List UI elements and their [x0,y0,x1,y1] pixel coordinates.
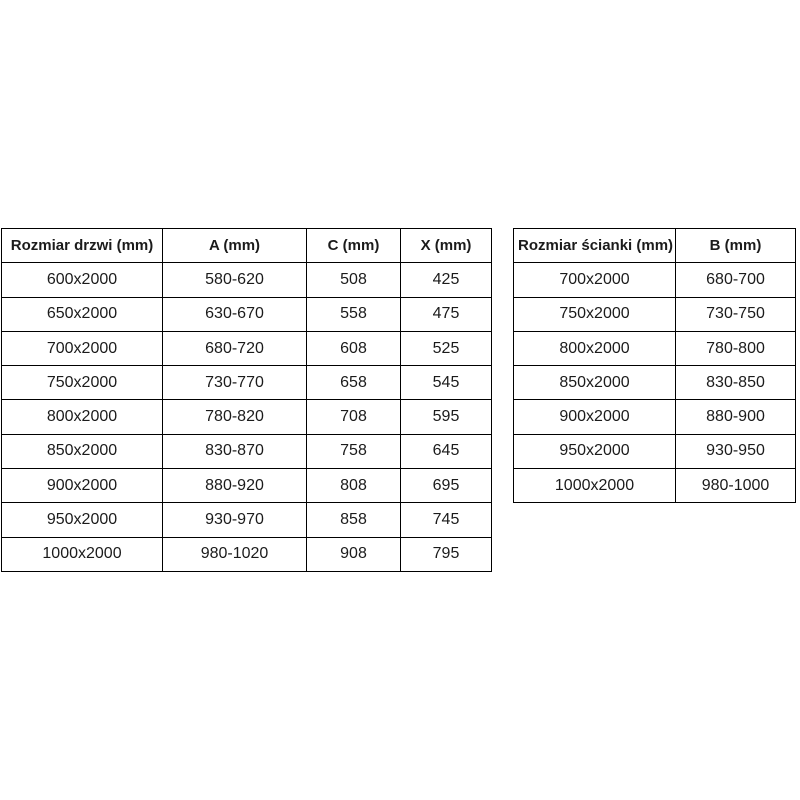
table-cell: 850x2000 [514,366,676,400]
table-cell: 980-1020 [163,537,307,571]
table-cell: 600x2000 [2,263,163,297]
table-cell: 980-1000 [676,469,796,503]
table-cell: 680-720 [163,331,307,365]
header-row [514,229,796,263]
table-cell: 780-800 [676,331,796,365]
table-cell: 708 [307,400,401,434]
table-cell: 930-970 [163,503,307,537]
table-row [2,297,492,331]
table-row [514,297,796,331]
table-cell: 645 [401,434,492,468]
table-row [2,503,492,537]
table-row [2,469,492,503]
table-cell: 830-870 [163,434,307,468]
table-cell: 830-850 [676,366,796,400]
table-cell: 750x2000 [514,297,676,331]
table-row [2,400,492,434]
table-cell: 950x2000 [514,434,676,468]
table-cell: 475 [401,297,492,331]
table-cell: 858 [307,503,401,537]
table-row [514,263,796,297]
table-cell: 808 [307,469,401,503]
table-cell: 900x2000 [2,469,163,503]
table-cell: 630-670 [163,297,307,331]
table-cell: 745 [401,503,492,537]
table-row [514,331,796,365]
table-cell: 950x2000 [2,503,163,537]
table-cell: 700x2000 [2,331,163,365]
table-cell: 558 [307,297,401,331]
table-cell: 525 [401,331,492,365]
table-cell: 608 [307,331,401,365]
table-cell: 700x2000 [514,263,676,297]
table-row [2,263,492,297]
table-cell: 730-770 [163,366,307,400]
table-cell: 425 [401,263,492,297]
table-row [514,400,796,434]
table-cell: 930-950 [676,434,796,468]
table-cell: 680-700 [676,263,796,297]
column-header: Rozmiar ścianki (mm) [514,229,676,263]
table-row [514,434,796,468]
column-header: A (mm) [163,229,307,263]
table-row [514,366,796,400]
column-header: Rozmiar drzwi (mm) [2,229,163,263]
table-cell: 758 [307,434,401,468]
table-row [2,434,492,468]
table-row [2,366,492,400]
table-cell: 850x2000 [2,434,163,468]
table-cell: 900x2000 [514,400,676,434]
table-cell: 1000x2000 [514,469,676,503]
header-row [2,229,492,263]
table-row [2,331,492,365]
table-cell: 695 [401,469,492,503]
table-cell: 750x2000 [2,366,163,400]
table-cell: 1000x2000 [2,537,163,571]
table-cell: 800x2000 [514,331,676,365]
column-header: C (mm) [307,229,401,263]
wall-panel-size-table [513,228,796,503]
table-cell: 595 [401,400,492,434]
table-cell: 908 [307,537,401,571]
table-cell: 658 [307,366,401,400]
table-cell: 580-620 [163,263,307,297]
column-header: X (mm) [401,229,492,263]
table-cell: 650x2000 [2,297,163,331]
table-cell: 545 [401,366,492,400]
table-cell: 780-820 [163,400,307,434]
table-cell: 508 [307,263,401,297]
column-header: B (mm) [676,229,796,263]
table-row [2,537,492,571]
door-size-table [1,228,492,572]
table-cell: 880-900 [676,400,796,434]
table-row [514,469,796,503]
table-cell: 880-920 [163,469,307,503]
table-cell: 730-750 [676,297,796,331]
table-cell: 800x2000 [2,400,163,434]
table-cell: 795 [401,537,492,571]
